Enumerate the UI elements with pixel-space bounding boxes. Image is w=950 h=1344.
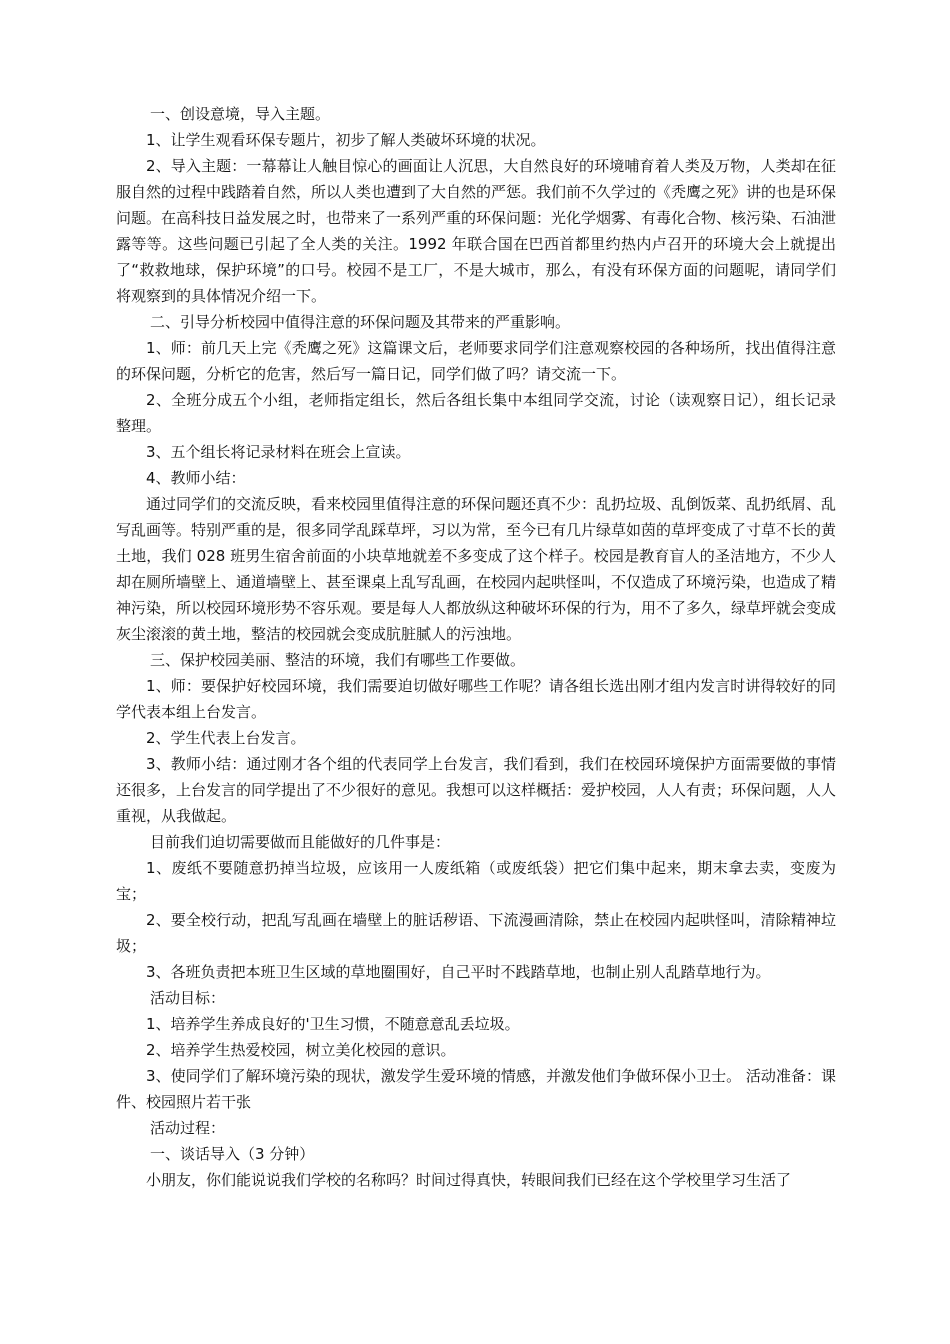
activity-goals-heading: 活动目标： <box>150 989 226 1007</box>
section-heading-intro: 一、谈话导入（3 分钟） <box>150 1145 315 1163</box>
paragraph: 1、师：前几天上完《秃鹰之死》这篇课文后，老师要求同学们注意观察校园的各种场所，找出值得注意的环保问题，分析它的危害，然后写一篇日记，同学们做了吗？请交流一下。 <box>116 339 836 383</box>
activity-process-heading: 活动过程： <box>150 1119 226 1137</box>
paragraph: 3、教师小结：通过刚才各个组的代表同学上台发言，我们看到，我们在校园环境保护方面需要做的事情还很多，上台发言的同学提出了不少很好的意见。我想可以这样概括：爱护校园，人人有责；环保问题，人人重视，从我做起。 <box>116 755 837 825</box>
paragraph: 3、五个组长将记录材料在班会上宣读。 <box>146 443 411 461</box>
paragraph: 3、各班负责把本班卫生区域的草地圈围好，自己平时不践踏草地，也制止别人乱踏草地行为。 <box>146 963 771 981</box>
paragraph: 1、让学生观看环保专题片，初步了解人类破坏环境的状况。 <box>146 131 546 149</box>
paragraph: 小朋友，你们能说说我们学校的名称吗？时间过得真快，转眼间我们已经在这个学校里学习生活了 <box>146 1171 792 1189</box>
paragraph: 1、培养学生养成良好的'卫生习惯，不随意意乱丢垃圾。 <box>146 1015 520 1033</box>
paragraph: 4、教师小结： <box>146 469 246 487</box>
paragraph: 2、导入主题：一幕幕让人触目惊心的画面让人沉思，大自然良好的环境哺育着人类及万物，人类却在征服自然的过程中践踏着自然，所以人类也遭到了大自然的严惩。我们前不久学过的《秃鹰之死》讲的也是环保问题。在高科技日益发展之时，也带来了一系列严重的环保问题：光化学烟雾、有毒化合物、核污染、石油泄露等等。这些问题已引起了全人类的关注。1992 年联合国在巴西首都里约热内卢召开的环境大会上就提出了“救救地球，保护环境”的口号。校园不是工厂，不是大城市，那么，有没有环保方面的问题呢，请同学们将观察到的具体情况介绍一下。 <box>116 157 837 305</box>
paragraph: 2、全班分成五个小组，老师指定组长，然后各组长集中本组同学交流，讨论（读观察日记），组长记录整理。 <box>116 391 836 435</box>
paragraph: 2、培养学生热爱校园，树立美化校园的意识。 <box>146 1041 456 1059</box>
document-body <box>116 101 836 1193</box>
paragraph: 通过同学们的交流反映，看来校园里值得注意的环保问题还真不少：乱扔垃圾、乱倒饭菜、乱扔纸屑、乱写乱画等。特别严重的是，很多同学乱踩草坪，习以为常，至今已有几片绿草如茵的草坪变成了寸草不长的黄土地，我们 028 班男生宿舍前面的小块草地就差不多变成了这个样子。校园是教育盲人的圣洁地方，不少人却在厕所墙壁上、通道墙壁上、甚至课桌上乱写乱画，在校园内起哄怪叫，不仅造成了环境污染，也造成了精神污染，所以校园环境形势不容乐观。要是每人人都放纵这种破坏环保的行为，用不了多久，绿草坪就会变成灰尘滚滚的黄土地，整洁的校园就会变成肮脏腻人的污浊地。 <box>116 495 837 643</box>
section-heading-2: 二、引导分析校园中值得注意的环保问题及其带来的严重影响。 <box>150 313 571 331</box>
paragraph: 3、使同学们了解环境污染的现状，激发学生爱环境的情感，并激发他们争做环保小卫士。 活动准备：课件、校园照片若干张 <box>116 1067 836 1111</box>
paragraph: 2、要全校行动，把乱写乱画在墙壁上的脏话秽语、下流漫画清除，禁止在校园内起哄怪叫，清除精神垃圾； <box>116 911 836 955</box>
paragraph: 1、师：要保护好校园环境，我们需要迫切做好哪些工作呢？请各组长选出刚才组内发言时讲得较好的同学代表本组上台发言。 <box>116 677 836 721</box>
paragraph: 2、学生代表上台发言。 <box>146 729 306 747</box>
paragraph: 1、废纸不要随意扔掉当垃圾，应该用一人废纸箱（或废纸袋）把它们集中起来，期末拿去卖，变废为宝； <box>116 859 836 903</box>
section-heading-3: 三、保护校园美丽、整洁的环境，我们有哪些工作要做。 <box>150 651 526 669</box>
paragraph: 目前我们迫切需要做而且能做好的几件事是： <box>150 833 451 851</box>
section-heading-1: 一、创设意境，导入主题。 <box>150 105 331 123</box>
